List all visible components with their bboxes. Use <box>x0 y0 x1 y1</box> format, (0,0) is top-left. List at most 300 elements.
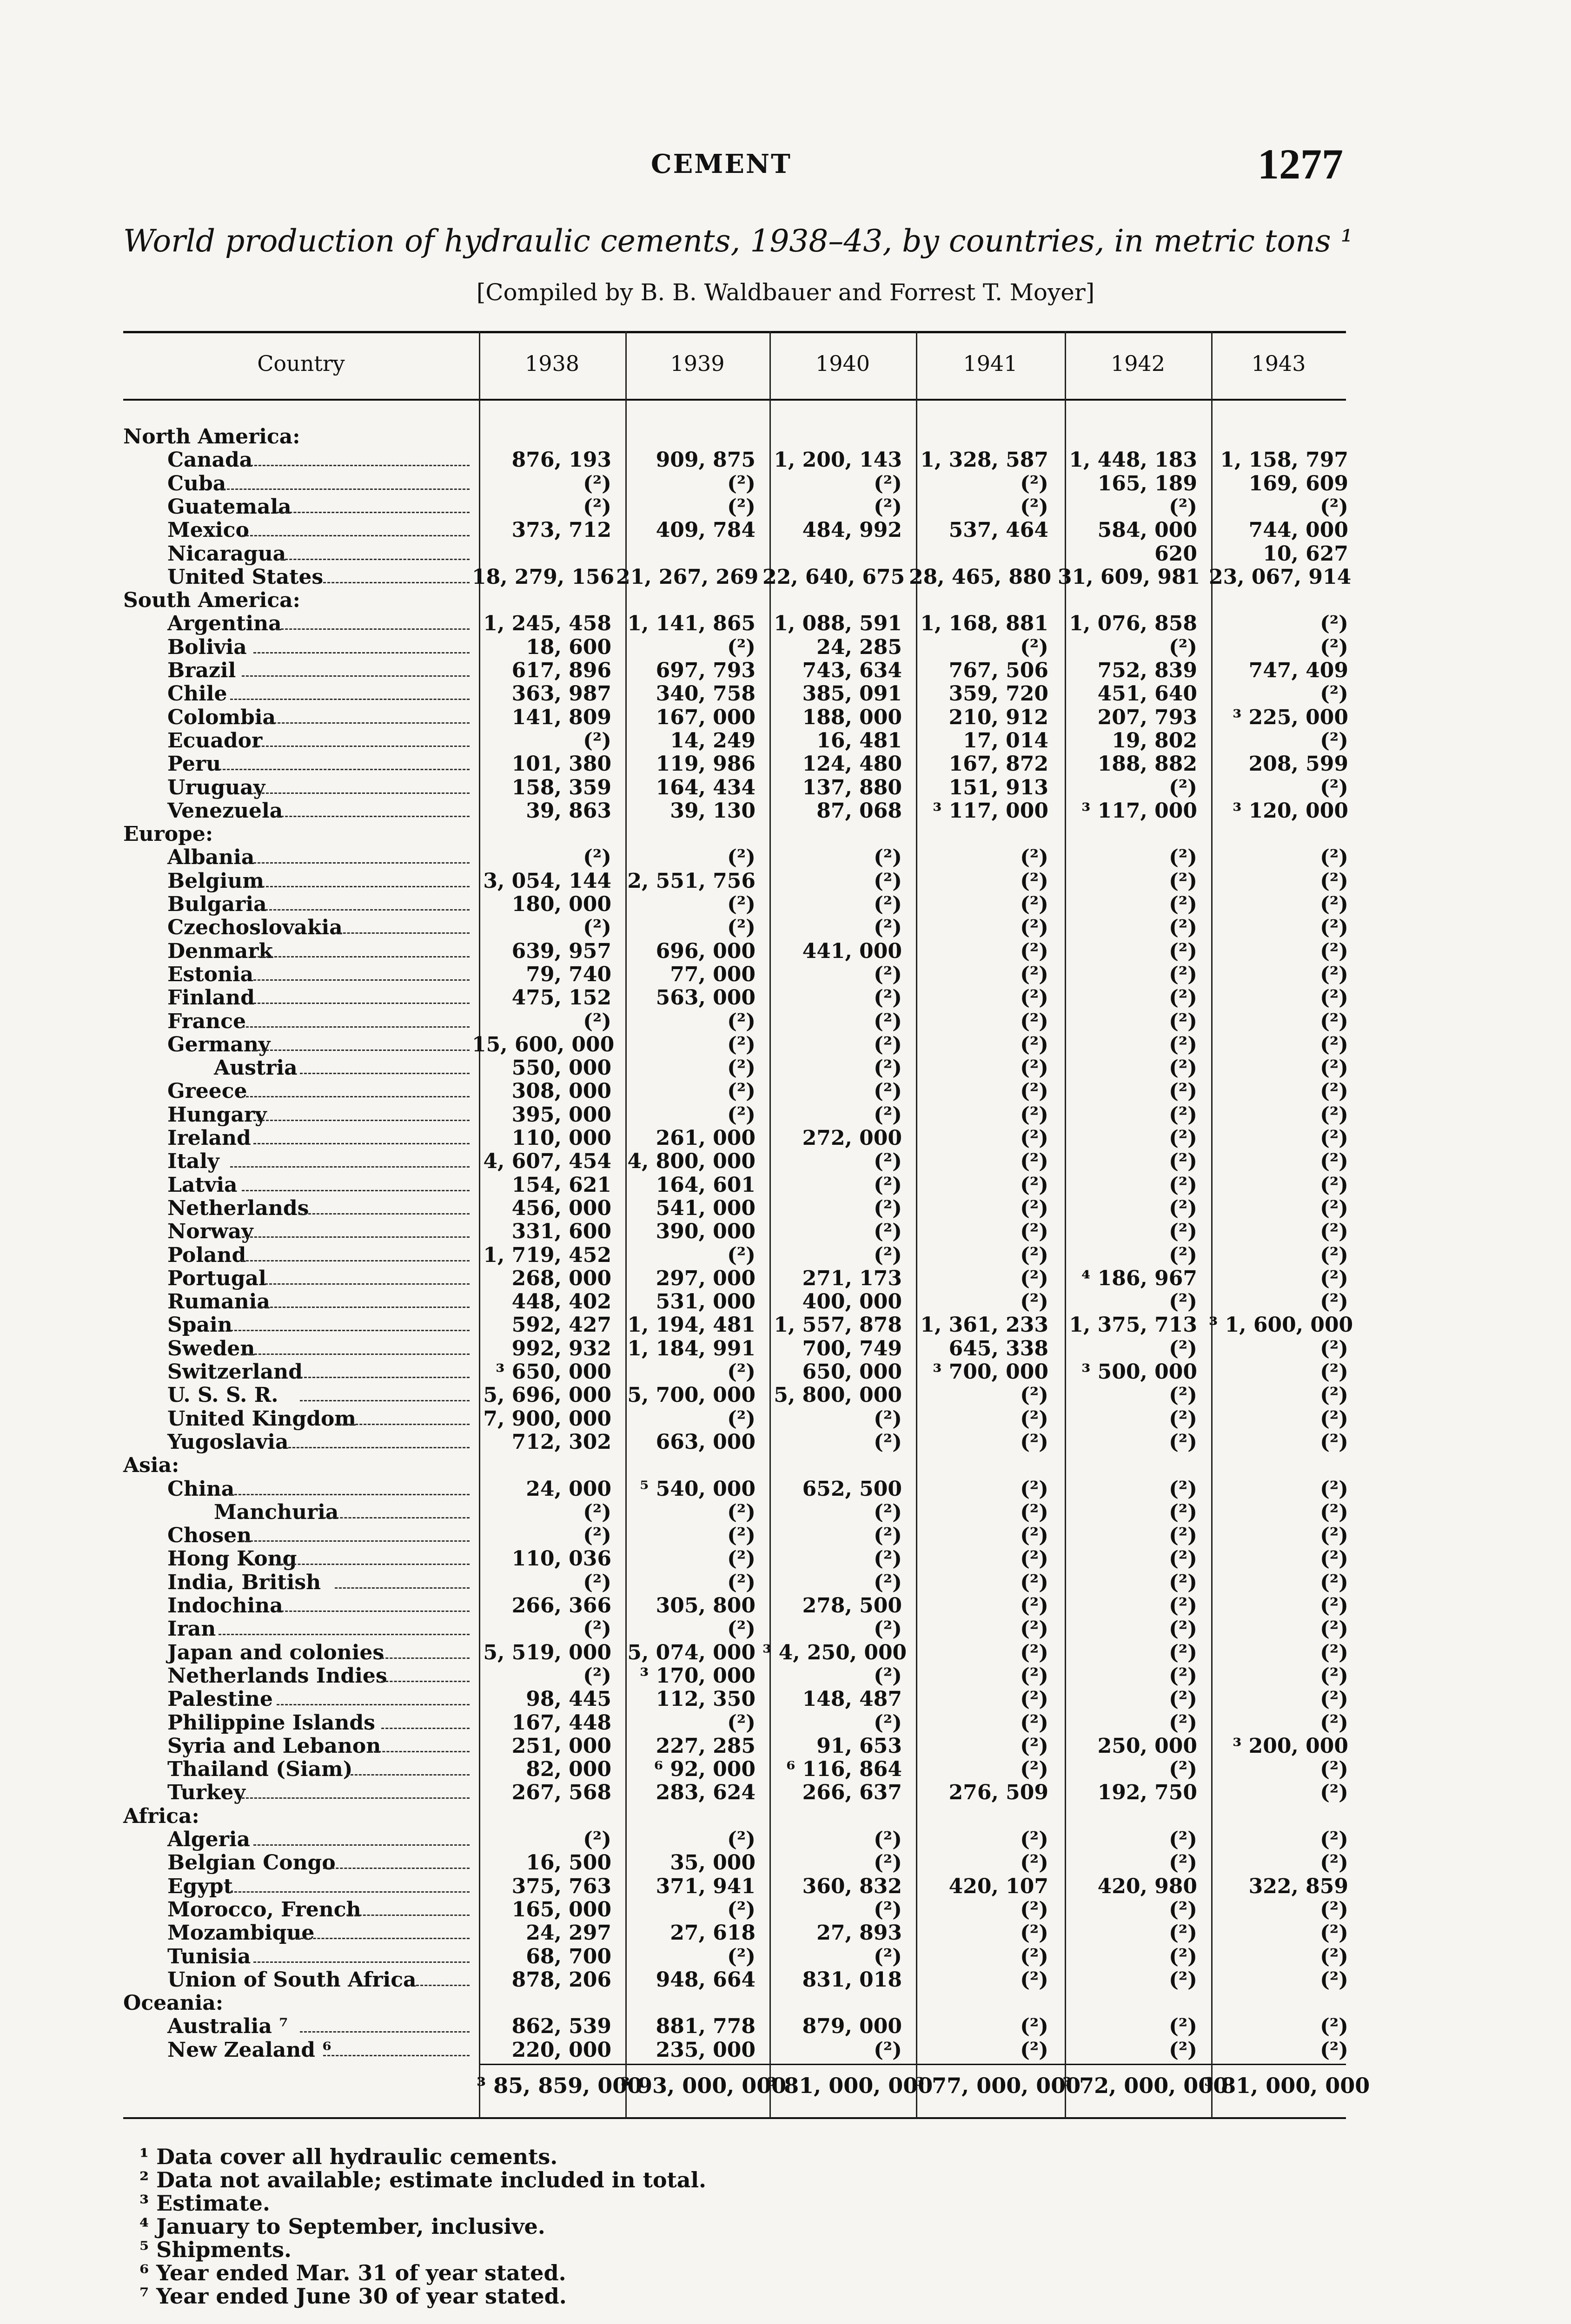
table-row <box>0 1360 1571 1384</box>
value-cell-1940: (²) <box>874 962 902 986</box>
value-cell-1939: (²) <box>727 845 756 870</box>
value-cell-1943: (²) <box>1320 1944 1348 1968</box>
table-row <box>0 1244 1571 1267</box>
value-cell-1943: (²) <box>1320 1967 1348 1992</box>
country-label: Latvia <box>167 1173 238 1197</box>
value-cell-1942: 250, 000 <box>1097 1734 1197 1758</box>
leader-dots <box>253 724 470 747</box>
totals-top-rule <box>479 2064 1346 2065</box>
country-label: Manchuria <box>214 1500 339 1524</box>
value-cell-1942: (²) <box>1169 1149 1197 1174</box>
value-cell-1939: 261, 000 <box>656 1126 756 1150</box>
leader-dots <box>277 794 470 817</box>
table-row <box>0 706 1571 729</box>
value-cell-1943: ³ 200, 000 <box>1233 1734 1348 1758</box>
leader-dots <box>253 934 470 957</box>
leader-dots <box>265 887 470 911</box>
table-row <box>0 542 1571 566</box>
table-row <box>0 799 1571 823</box>
country-label: Albania <box>167 845 255 870</box>
value-cell-1942: (²) <box>1169 1851 1197 1875</box>
table-row <box>0 1337 1571 1360</box>
value-cell-1942: 584, 000 <box>1097 518 1197 542</box>
value-cell-1939: 663, 000 <box>656 1430 756 1454</box>
value-cell-1940: 1, 200, 143 <box>774 448 902 472</box>
country-label: Norway <box>167 1220 253 1244</box>
value-cell-1942: (²) <box>1169 1617 1197 1641</box>
value-cell-1942: 31, 609, 981 <box>1058 565 1200 589</box>
table-row <box>0 1711 1571 1735</box>
value-cell-1943: (²) <box>1320 1594 1348 1618</box>
value-cell-1941: (²) <box>1020 2014 1048 2039</box>
table-row <box>0 612 1571 635</box>
value-cell-1943: (²) <box>1320 2038 1348 2062</box>
value-cell-1943: (²) <box>1320 1196 1348 1220</box>
value-cell-1938: (²) <box>583 471 611 495</box>
value-cell-1938: 220, 000 <box>511 2038 611 2062</box>
value-cell-1943: (²) <box>1320 869 1348 893</box>
running-head <box>0 139 1571 195</box>
value-cell-1938: 992, 932 <box>511 1336 611 1360</box>
value-cell-1940: (²) <box>874 1851 902 1875</box>
leader-dots <box>346 1893 470 1916</box>
leader-dots <box>242 1215 470 1238</box>
value-cell-1942: 1, 375, 713 <box>1069 1313 1197 1337</box>
value-cell-1942: 192, 750 <box>1097 1781 1197 1805</box>
value-cell-1941: (²) <box>1020 1828 1048 1851</box>
value-cell-1942: (²) <box>1169 2014 1197 2039</box>
value-cell-1940: (²) <box>874 1944 902 1968</box>
value-cell-1942: 752, 839 <box>1097 659 1197 682</box>
leader-dots <box>335 1565 470 1589</box>
leader-dots <box>242 1074 470 1097</box>
value-cell-1940: (²) <box>874 986 902 1010</box>
value-cell-1942: (²) <box>1169 1032 1197 1056</box>
value-cell-1942: (²) <box>1169 1196 1197 1220</box>
header-bottom-rule <box>123 399 1346 401</box>
value-cell-1938: 267, 568 <box>511 1781 611 1805</box>
value-cell-1942: (²) <box>1169 1103 1197 1127</box>
value-cell-1938: 251, 000 <box>511 1734 611 1758</box>
value-cell-1938: 24, 000 <box>526 1477 611 1501</box>
value-cell-1938: 158, 359 <box>511 775 611 799</box>
value-cell-1939: (²) <box>727 1056 756 1080</box>
value-cell-1940: (²) <box>874 1617 902 1641</box>
value-cell-1942: (²) <box>1169 845 1197 870</box>
value-cell-1942: ⁴ 186, 967 <box>1081 1266 1197 1290</box>
leader-dots <box>242 1168 470 1191</box>
value-cell-1943: 744, 000 <box>1248 518 1348 542</box>
value-cell-1938: 18, 600 <box>526 635 611 659</box>
value-cell-1943: (²) <box>1320 1664 1348 1688</box>
value-cell-1941: (²) <box>1020 1967 1048 1992</box>
table-row <box>0 2039 1571 2062</box>
value-cell-1943: (²) <box>1320 845 1348 870</box>
value-cell-1938: 5, 519, 000 <box>483 1640 611 1664</box>
value-cell-1941: (²) <box>1020 1406 1048 1431</box>
value-cell-1941: (²) <box>1020 1500 1048 1524</box>
value-cell-1941: (²) <box>1020 1570 1048 1594</box>
leader-dots <box>265 1261 470 1285</box>
country-label: Belgium <box>167 869 264 893</box>
column-header-1943: 1943 <box>1251 351 1306 376</box>
country-label: Palestine <box>167 1687 273 1711</box>
leader-dots <box>230 1869 470 1893</box>
table-row <box>0 1524 1571 1547</box>
value-cell-1938: 617, 896 <box>511 659 611 682</box>
value-cell-1941: (²) <box>1020 1103 1048 1127</box>
value-cell-1941: (²) <box>1020 1079 1048 1103</box>
value-cell-1942: (²) <box>1169 892 1197 916</box>
country-label: Mozambique <box>167 1921 315 1945</box>
table-row <box>0 1921 1571 1945</box>
leader-dots <box>300 1378 470 1401</box>
value-cell-1942: (²) <box>1169 1406 1197 1431</box>
value-cell-1943: (²) <box>1320 1406 1348 1431</box>
leader-dots <box>253 957 470 981</box>
value-cell-1941: 1, 361, 233 <box>920 1313 1048 1337</box>
country-label: Chosen <box>167 1524 252 1548</box>
country-label: China <box>167 1477 235 1501</box>
value-cell-1938: (²) <box>583 1500 611 1524</box>
value-cell-1940: (²) <box>874 1500 902 1524</box>
value-cell-1939: 541, 000 <box>656 1196 756 1220</box>
value-cell-1938: (²) <box>583 495 611 519</box>
table-row <box>0 1103 1571 1127</box>
value-cell-1941: (²) <box>1020 1524 1048 1548</box>
value-cell-1940: (²) <box>874 1173 902 1197</box>
total-1941: ³ 77, 000, 000 <box>915 2073 1081 2098</box>
value-cell-1943: (²) <box>1320 1757 1348 1782</box>
value-cell-1938: 7, 900, 000 <box>483 1406 611 1431</box>
value-cell-1942: 1, 448, 183 <box>1069 448 1197 472</box>
value-cell-1941: (²) <box>1020 1290 1048 1314</box>
country-label: Italy <box>167 1149 219 1174</box>
value-cell-1943: (²) <box>1320 1336 1348 1360</box>
value-cell-1942: ³ 500, 000 <box>1081 1360 1197 1384</box>
value-cell-1942: (²) <box>1169 1570 1197 1594</box>
value-cell-1942: (²) <box>1169 939 1197 963</box>
value-cell-1939: 112, 350 <box>656 1687 756 1711</box>
value-cell-1939: 390, 000 <box>656 1220 756 1244</box>
value-cell-1939: 1, 141, 865 <box>627 612 756 636</box>
value-cell-1943: (²) <box>1320 1781 1348 1805</box>
leader-dots <box>242 1332 470 1355</box>
value-cell-1938: 15, 600, 000 <box>472 1032 615 1056</box>
value-cell-1939: 21, 267, 269 <box>616 565 759 589</box>
country-label: Sweden <box>167 1336 255 1360</box>
country-label: Mexico <box>167 518 249 542</box>
country-label: Nicaragua <box>167 541 286 566</box>
value-cell-1938: (²) <box>583 1664 611 1688</box>
table-row <box>0 1758 1571 1781</box>
country-label: Austria <box>214 1056 298 1080</box>
value-cell-1942: (²) <box>1169 1710 1197 1735</box>
value-cell-1942: (²) <box>1169 1921 1197 1945</box>
value-cell-1943: (²) <box>1320 495 1348 519</box>
value-cell-1939: 1, 184, 991 <box>627 1336 756 1360</box>
page-number: 1277 <box>1258 140 1343 188</box>
value-cell-1938: 373, 712 <box>511 518 611 542</box>
country-label: Thailand (Siam) <box>167 1757 353 1782</box>
footnote-2: ² Data not available; estimate included in total. <box>139 2167 707 2192</box>
total-1940: ³ 81, 000, 000 <box>767 2073 933 2098</box>
value-cell-1941: (²) <box>1020 1266 1048 1290</box>
table-bottom-rule <box>123 2117 1346 2119</box>
value-cell-1942: (²) <box>1169 1967 1197 1992</box>
value-cell-1941: (²) <box>1020 495 1048 519</box>
value-cell-1942: (²) <box>1169 1336 1197 1360</box>
value-cell-1943: ³ 1, 600, 000 <box>1209 1313 1353 1337</box>
value-cell-1942: (²) <box>1169 1524 1197 1548</box>
value-cell-1941: (²) <box>1020 1056 1048 1080</box>
table-row <box>0 1641 1571 1664</box>
value-cell-1943: (²) <box>1320 986 1348 1010</box>
country-label: Canada <box>167 448 253 472</box>
value-cell-1939: (²) <box>727 495 756 519</box>
value-cell-1941: (²) <box>1020 1921 1048 1945</box>
value-cell-1938: 550, 000 <box>511 1056 611 1080</box>
value-cell-1942: (²) <box>1169 1079 1197 1103</box>
table-caption: World production of hydraulic cements, 1938–43, by countries, in metric tons ¹ <box>123 223 1353 259</box>
country-label: Union of South Africa <box>167 1967 417 1992</box>
value-cell-1940: 650, 000 <box>802 1360 902 1384</box>
value-cell-1941: 645, 338 <box>948 1336 1048 1360</box>
leader-dots <box>323 1495 470 1519</box>
leader-dots <box>242 513 470 536</box>
value-cell-1943: (²) <box>1320 1710 1348 1735</box>
value-cell-1941: (²) <box>1020 1664 1048 1688</box>
country-label: Ireland <box>167 1126 251 1150</box>
country-label: Switzerland <box>167 1360 303 1384</box>
value-cell-1942: 19, 802 <box>1112 728 1197 753</box>
table-group-row <box>0 823 1571 846</box>
value-cell-1942: (²) <box>1169 962 1197 986</box>
value-cell-1938: (²) <box>583 1617 611 1641</box>
value-cell-1941: 276, 509 <box>948 1781 1048 1805</box>
value-cell-1938: 592, 427 <box>511 1313 611 1337</box>
value-cell-1942: (²) <box>1169 1897 1197 1921</box>
leader-dots <box>300 1051 470 1074</box>
value-cell-1939: (²) <box>727 635 756 659</box>
value-cell-1943: (²) <box>1320 1524 1348 1548</box>
footnote-3: ³ Estimate. <box>139 2191 270 2216</box>
value-cell-1939: 340, 758 <box>656 682 756 706</box>
value-cell-1938: 712, 302 <box>511 1430 611 1454</box>
value-cell-1940: (²) <box>874 1079 902 1103</box>
value-cell-1941: 1, 168, 881 <box>920 612 1048 636</box>
value-cell-1939: 27, 618 <box>670 1921 756 1945</box>
leader-dots <box>335 1402 470 1425</box>
value-cell-1943: 322, 859 <box>1248 1874 1348 1898</box>
country-label: Germany <box>167 1032 271 1056</box>
country-label: Peru <box>167 752 221 776</box>
value-cell-1938: 24, 297 <box>526 1921 611 1945</box>
footnote-5: ⁵ Shipments. <box>139 2237 292 2262</box>
country-label: Philippine Islands <box>167 1710 375 1735</box>
value-cell-1943: (²) <box>1320 1009 1348 1033</box>
footnote-4: ⁴ January to September, inclusive. <box>139 2214 545 2239</box>
value-cell-1943: (²) <box>1320 1500 1348 1524</box>
value-cell-1941: 28, 465, 880 <box>909 565 1052 589</box>
value-cell-1943: (²) <box>1320 1266 1348 1290</box>
value-cell-1941: (²) <box>1020 1640 1048 1664</box>
value-cell-1943: 208, 599 <box>1248 752 1348 776</box>
value-cell-1941: 537, 464 <box>948 518 1048 542</box>
country-label: Argentina <box>167 612 282 636</box>
table-group-row <box>0 1805 1571 1828</box>
leader-dots <box>242 1519 470 1542</box>
value-cell-1938: (²) <box>583 1828 611 1851</box>
country-label: United States <box>167 565 324 589</box>
country-label: Rumania <box>167 1290 270 1314</box>
value-cell-1941: (²) <box>1020 1009 1048 1033</box>
footnote-1: ¹ Data cover all hydraulic cements. <box>139 2144 558 2169</box>
table-row <box>0 940 1571 963</box>
country-label: Portugal <box>167 1266 266 1290</box>
value-cell-1940: (²) <box>874 1009 902 1033</box>
table-row <box>0 1314 1571 1337</box>
value-cell-1941: (²) <box>1020 1710 1048 1735</box>
table-row <box>0 893 1571 916</box>
value-cell-1939: (²) <box>727 1406 756 1431</box>
value-cell-1941: 767, 506 <box>948 659 1048 682</box>
value-cell-1938: 110, 000 <box>511 1126 611 1150</box>
leader-dots <box>265 700 470 724</box>
value-cell-1939: 909, 875 <box>656 448 756 472</box>
value-cell-1940: (²) <box>874 1103 902 1127</box>
value-cell-1940: ³ 4, 250, 000 <box>762 1640 907 1664</box>
country-label: Tunisia <box>167 1944 251 1968</box>
value-cell-1943: (²) <box>1320 1383 1348 1407</box>
table-row <box>0 1431 1571 1454</box>
table-row <box>0 1664 1571 1688</box>
value-cell-1941: (²) <box>1020 1126 1048 1150</box>
value-cell-1939: ³ 170, 000 <box>640 1664 756 1688</box>
value-cell-1941: (²) <box>1020 2038 1048 2062</box>
value-cell-1941: 1, 328, 587 <box>920 448 1048 472</box>
leader-dots <box>253 1822 470 1846</box>
value-cell-1940: (²) <box>874 1406 902 1431</box>
value-cell-1939: (²) <box>727 916 756 940</box>
leader-dots <box>219 747 470 770</box>
value-cell-1939: 305, 800 <box>656 1594 756 1618</box>
leader-dots <box>253 981 470 1004</box>
value-cell-1939: 2, 551, 756 <box>627 869 756 893</box>
table-row <box>0 1478 1571 1501</box>
value-cell-1938: 16, 500 <box>526 1851 611 1875</box>
leader-dots <box>323 560 470 583</box>
country-label: South America: <box>123 588 300 613</box>
value-cell-1940: 137, 880 <box>802 775 902 799</box>
value-cell-1940: 266, 637 <box>802 1781 902 1805</box>
table-row <box>0 776 1571 799</box>
total-1938: ³ 85, 859, 000 <box>477 2073 643 2098</box>
value-cell-1940: 22, 640, 675 <box>762 565 905 589</box>
country-label: Netherlands Indies <box>167 1664 387 1688</box>
country-label: Netherlands <box>167 1196 309 1220</box>
value-cell-1943: (²) <box>1320 1126 1348 1150</box>
value-cell-1941: 210, 912 <box>948 705 1048 729</box>
table-group-row <box>0 425 1571 449</box>
value-cell-1940: (²) <box>874 845 902 870</box>
value-cell-1941: (²) <box>1020 939 1048 963</box>
value-cell-1939: 227, 285 <box>656 1734 756 1758</box>
leader-dots <box>288 1916 470 1939</box>
value-cell-1941: (²) <box>1020 1944 1048 1968</box>
value-cell-1943: 1, 158, 797 <box>1220 448 1348 472</box>
value-cell-1940: 360, 832 <box>802 1874 902 1898</box>
value-cell-1940: 188, 000 <box>802 705 902 729</box>
country-label: Spain <box>167 1313 232 1337</box>
value-cell-1941: (²) <box>1020 1734 1048 1758</box>
leader-dots <box>242 654 470 677</box>
leader-dots <box>370 1729 470 1752</box>
country-label: Denmark <box>167 939 273 963</box>
value-cell-1943: (²) <box>1320 1056 1348 1080</box>
column-header-country: Country <box>257 351 345 376</box>
value-cell-1943: (²) <box>1320 1149 1348 1174</box>
table-row <box>0 472 1571 495</box>
value-cell-1940: 272, 000 <box>802 1126 902 1150</box>
value-cell-1938: 39, 863 <box>526 799 611 823</box>
value-cell-1939: (²) <box>727 1032 756 1056</box>
value-cell-1942: (²) <box>1169 1290 1197 1314</box>
leader-dots <box>277 1682 470 1705</box>
country-label: Cuba <box>167 471 226 495</box>
value-cell-1938: 3, 054, 144 <box>483 869 611 893</box>
country-label: Europe: <box>123 822 213 846</box>
leader-dots <box>277 1589 470 1612</box>
value-cell-1943: (²) <box>1320 2014 1348 2039</box>
country-label: Yugoslavia <box>167 1430 289 1454</box>
country-label: Asia: <box>123 1453 179 1478</box>
table-row <box>0 1898 1571 1921</box>
value-cell-1939: ⁵ 540, 000 <box>640 1477 756 1501</box>
running-title: CEMENT <box>651 149 792 179</box>
value-cell-1940: (²) <box>874 892 902 916</box>
value-cell-1941: 151, 913 <box>948 775 1048 799</box>
value-cell-1942: 1, 076, 858 <box>1069 612 1197 636</box>
country-label: United Kingdom <box>167 1406 356 1431</box>
column-header-1941: 1941 <box>963 351 1018 376</box>
value-cell-1943: (²) <box>1320 1477 1348 1501</box>
value-cell-1940: (²) <box>874 1056 902 1080</box>
value-cell-1942: (²) <box>1169 1828 1197 1851</box>
country-label: North America: <box>123 425 300 449</box>
value-cell-1941: (²) <box>1020 1430 1048 1454</box>
value-cell-1939: 235, 000 <box>656 2038 756 2062</box>
value-cell-1938: 639, 957 <box>511 939 611 963</box>
value-cell-1938: 456, 000 <box>511 1196 611 1220</box>
leader-dots <box>323 2033 470 2056</box>
value-cell-1943: (²) <box>1320 939 1348 963</box>
country-label: Ecuador <box>167 728 263 753</box>
table-row <box>0 870 1571 893</box>
value-cell-1938: 79, 740 <box>526 962 611 986</box>
value-cell-1939: (²) <box>727 1828 756 1851</box>
table-row <box>0 1618 1571 1641</box>
value-cell-1943: (²) <box>1320 728 1348 753</box>
value-cell-1940: (²) <box>874 471 902 495</box>
table-row <box>0 1174 1571 1197</box>
value-cell-1938: 395, 000 <box>511 1103 611 1127</box>
value-cell-1938: 4, 607, 454 <box>483 1149 611 1174</box>
value-cell-1939: 167, 000 <box>656 705 756 729</box>
table-row <box>0 1571 1571 1594</box>
leader-dots <box>242 1238 470 1261</box>
total-1942: ³ 72, 000, 000 <box>1062 2073 1228 2098</box>
